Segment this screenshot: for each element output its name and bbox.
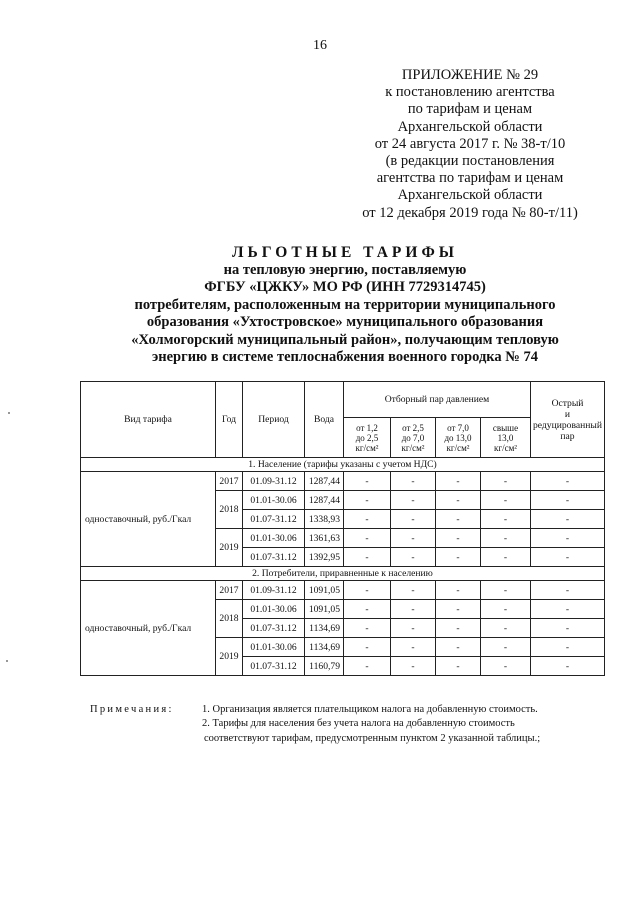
dash-cell: -: [531, 619, 605, 638]
dash-cell: -: [391, 529, 436, 548]
title-line: образования «Ухтостровское» муниципального образования: [146, 314, 544, 330]
dash-cell: -: [531, 657, 605, 676]
dash-cell: -: [481, 581, 531, 600]
water-cell: 1361,63: [305, 529, 344, 548]
period-cell: 01.01-30.06: [243, 529, 305, 548]
appendix-line: по тарифам и ценам: [407, 101, 533, 118]
header-pressure-line: кг/см²: [401, 442, 425, 453]
appendix-line: к постановлению агентства: [385, 84, 555, 101]
header-pressure-line: от 1,2: [356, 422, 378, 433]
tariff-table: [80, 381, 605, 676]
header-tariff-type: Вид тарифа: [81, 382, 216, 458]
header-sharp-line: и: [564, 408, 571, 420]
dash-cell: -: [436, 657, 481, 676]
period-cell: 01.01-30.06: [243, 638, 305, 657]
header-year: Год: [216, 382, 243, 458]
dash-cell: -: [531, 638, 605, 657]
dash-cell: -: [344, 638, 391, 657]
period-cell: 01.01-30.06: [243, 491, 305, 510]
year-cell: 2018: [216, 600, 243, 638]
dash-cell: -: [344, 619, 391, 638]
dash-cell: -: [436, 510, 481, 529]
scan-speck: [8, 412, 10, 414]
dash-cell: -: [481, 529, 531, 548]
appendix-line: Архангельской области: [397, 187, 543, 204]
note-item-continuation: соответствуют тарифам, предусмотренным пунктом 2 указанной таблицы.;: [204, 733, 541, 744]
dash-cell: -: [391, 510, 436, 529]
period-cell: 01.07-31.12: [243, 619, 305, 638]
dash-cell: -: [481, 638, 531, 657]
year-cell: 2019: [216, 529, 243, 567]
appendix-line: агентства по тарифам и ценам: [376, 170, 564, 187]
header-pressure-line: до 7,0: [401, 432, 425, 443]
period-cell: 01.09-31.12: [243, 472, 305, 491]
period-cell: 01.01-30.06: [243, 600, 305, 619]
dash-cell: -: [531, 472, 605, 491]
water-cell: 1134,69: [305, 638, 344, 657]
dash-cell: -: [344, 510, 391, 529]
dash-cell: -: [481, 510, 531, 529]
dash-cell: -: [481, 657, 531, 676]
header-sharp-steam: [531, 382, 605, 458]
dash-cell: -: [531, 548, 605, 567]
header-pressure-line: от 7,0: [447, 422, 469, 433]
year-cell: 2019: [216, 638, 243, 676]
title-line: ФГБУ «ЦЖКУ» МО РФ (ИНН 7729314745): [204, 279, 486, 295]
water-cell: 1091,05: [305, 600, 344, 619]
note-item: 1. Организация является плательщиком налога на добавленную стоимость.: [202, 704, 538, 715]
dash-cell: -: [531, 581, 605, 600]
section-title: 1. Население (тарифы указаны с учетом НДС): [81, 458, 605, 472]
dash-cell: -: [481, 548, 531, 567]
header-pressure-line: свыше: [492, 422, 519, 433]
header-water: Вода: [305, 382, 344, 458]
water-cell: 1160,79: [305, 657, 344, 676]
document-title: [80, 244, 610, 367]
dash-cell: -: [391, 600, 436, 619]
dash-cell: -: [436, 638, 481, 657]
dash-cell: -: [391, 472, 436, 491]
dash-cell: -: [531, 491, 605, 510]
dash-cell: -: [436, 619, 481, 638]
dash-cell: -: [344, 657, 391, 676]
header-steam: Отборный пар давлением: [344, 382, 531, 418]
dash-cell: -: [391, 548, 436, 567]
appendix-line: от 12 декабря 2019 года № 80-т/11): [362, 204, 578, 221]
title-line: на тепловую энергию, поставляемую: [223, 261, 467, 278]
dash-cell: -: [531, 510, 605, 529]
section-title: 2. Потребители, приравненные к населению: [81, 567, 605, 581]
dash-cell: -: [344, 529, 391, 548]
appendix-line: Архангельской области: [397, 118, 543, 135]
dash-cell: -: [436, 472, 481, 491]
header-pressure-1: [344, 418, 391, 458]
water-cell: 1338,93: [305, 510, 344, 529]
header-period: Период: [243, 382, 305, 458]
appendix-line: ПРИЛОЖЕНИЕ № 29: [401, 67, 539, 83]
year-cell: 2018: [216, 491, 243, 529]
scan-speck: [6, 660, 8, 662]
dash-cell: -: [436, 581, 481, 600]
water-cell: 1091,05: [305, 581, 344, 600]
dash-cell: -: [391, 619, 436, 638]
tariff-type-cell: одноставочный, руб./Гкал: [81, 581, 216, 676]
header-sharp-line: редуцированный: [533, 419, 602, 431]
title-line: энергию в системе теплоснабжения военного городка № 74: [152, 349, 538, 365]
dash-cell: -: [436, 529, 481, 548]
water-cell: 1287,44: [305, 472, 344, 491]
header-sharp-line: Острый: [551, 397, 584, 409]
dash-cell: -: [344, 472, 391, 491]
appendix-line: от 24 августа 2017 г. № 38-т/10: [374, 135, 566, 152]
page-number: 16: [313, 38, 327, 53]
notes-label: Примечания:: [90, 704, 174, 715]
appendix-line: (в редакции постановления: [385, 153, 555, 170]
header-pressure-3: [436, 418, 481, 458]
dash-cell: -: [391, 638, 436, 657]
title-line: «Холмогорский муниципальный район», получающим тепловую: [131, 331, 559, 348]
dash-cell: -: [344, 491, 391, 510]
header-pressure-line: 13,0: [497, 432, 514, 443]
dash-cell: -: [391, 581, 436, 600]
header-sharp-line: пар: [560, 430, 575, 442]
dash-cell: -: [481, 600, 531, 619]
header-pressure-line: кг/см²: [355, 442, 379, 453]
note-item: 2. Тарифы для населения без учета налога на добавленную стоимость: [202, 718, 515, 729]
dash-cell: -: [531, 529, 605, 548]
header-pressure-line: от 2,5: [402, 422, 424, 433]
title-line: потребителям, расположенным на территории муниципального: [134, 296, 556, 313]
water-cell: 1287,44: [305, 491, 344, 510]
dash-cell: -: [391, 657, 436, 676]
appendix-header: [340, 67, 600, 222]
period-cell: 01.07-31.12: [243, 548, 305, 567]
dash-cell: -: [481, 619, 531, 638]
dash-cell: -: [436, 600, 481, 619]
year-cell: 2017: [216, 472, 243, 491]
dash-cell: -: [436, 491, 481, 510]
dash-cell: -: [481, 472, 531, 491]
year-cell: 2017: [216, 581, 243, 600]
header-pressure-line: до 13,0: [444, 432, 472, 443]
header-pressure-line: кг/см²: [494, 442, 517, 453]
dash-cell: -: [531, 600, 605, 619]
dash-cell: -: [344, 548, 391, 567]
header-pressure-2: [391, 418, 436, 458]
header-pressure-4: [481, 418, 531, 458]
water-cell: 1392,95: [305, 548, 344, 567]
water-cell: 1134,69: [305, 619, 344, 638]
dash-cell: -: [344, 581, 391, 600]
period-cell: 01.09-31.12: [243, 581, 305, 600]
header-pressure-line: кг/см²: [446, 442, 470, 453]
period-cell: 01.07-31.12: [243, 510, 305, 529]
tariff-type-cell: одноставочный, руб./Гкал: [81, 472, 216, 567]
title-main: ЛЬГОТНЫЕ ТАРИФЫ: [232, 244, 458, 261]
dash-cell: -: [436, 548, 481, 567]
header-pressure-line: до 2,5: [355, 432, 379, 443]
dash-cell: -: [391, 491, 436, 510]
dash-cell: -: [344, 600, 391, 619]
dash-cell: -: [481, 491, 531, 510]
period-cell: 01.07-31.12: [243, 657, 305, 676]
